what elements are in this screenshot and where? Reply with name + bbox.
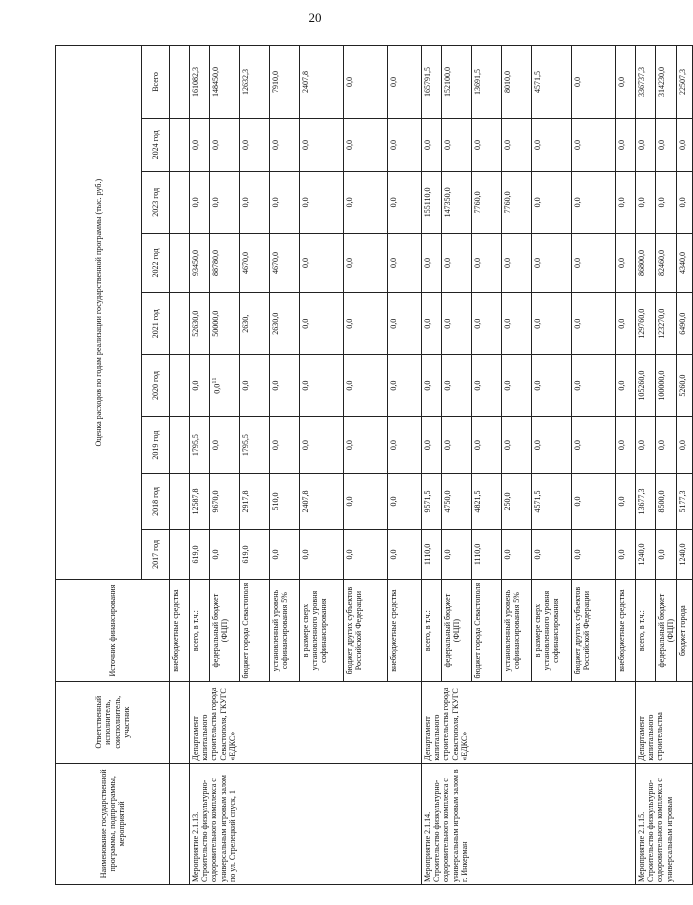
year-value: 7760,0 bbox=[502, 171, 532, 233]
total-value: 336737,3 bbox=[636, 46, 656, 119]
year-value: 0,0 bbox=[300, 416, 344, 473]
funding-source: бюджет других субъектов Российской Федерации bbox=[344, 580, 388, 682]
header-name: Наименование государственной программы, подпрограммы, мероприятий bbox=[56, 763, 170, 884]
header-year: 2023 год bbox=[142, 171, 170, 233]
year-value: 0,0 bbox=[442, 293, 472, 355]
total-value: 8010,0 bbox=[502, 46, 532, 119]
year-value: 7760,0 bbox=[472, 171, 502, 233]
year-value: 0,0 bbox=[616, 529, 636, 580]
year-value: 1110,0 bbox=[422, 529, 442, 580]
header-year: 2017 год bbox=[142, 529, 170, 580]
year-value: 0,0 bbox=[616, 233, 636, 293]
funding-source: всего, в т.ч.: bbox=[636, 580, 656, 682]
year-value: 0,0 bbox=[502, 118, 532, 171]
year-value: 0,0 bbox=[572, 171, 616, 233]
year-value: 0,0 bbox=[616, 355, 636, 417]
year-value: 0,0 bbox=[656, 171, 677, 233]
year-value: 0,0 bbox=[572, 233, 616, 293]
year-value: 9670,0 bbox=[210, 474, 240, 529]
year-value: 0,0 bbox=[344, 293, 388, 355]
year-value: 5177,3 bbox=[677, 474, 693, 529]
year-value: 0,0 bbox=[472, 416, 502, 473]
funding-source: федеральный бюджет (ФЦП) bbox=[442, 580, 472, 682]
funding-source: внебюджетные средства bbox=[170, 580, 190, 682]
funding-source: внебюджетные средства bbox=[616, 580, 636, 682]
header-year: 2021 год bbox=[142, 293, 170, 355]
year-value: 0,0 bbox=[422, 416, 442, 473]
year-value bbox=[170, 293, 190, 355]
year-value: 0,0 bbox=[240, 171, 270, 233]
cell-text: 0,0 bbox=[212, 383, 222, 394]
year-value: 250,0 bbox=[502, 474, 532, 529]
measure-executor: Департамент капитального строительства bbox=[636, 681, 693, 763]
year-value: 0,0 bbox=[472, 118, 502, 171]
funding-source: всего, в т.ч.: bbox=[422, 580, 442, 682]
measure-name: Мероприятие 2.1.14. Строительство физкультурно-оздоровительного комплекса с универсальным игровым залом в г. Инкерман bbox=[422, 763, 636, 884]
year-value: 0,0 bbox=[502, 529, 532, 580]
funding-source: в размере сверх установленного уровня софинансирования bbox=[532, 580, 572, 682]
total-value: 152100,0 bbox=[442, 46, 472, 119]
year-value: 147350,0 bbox=[442, 171, 472, 233]
year-value: 93450,0 bbox=[190, 233, 210, 293]
funding-source: бюджет города Севастополя bbox=[472, 580, 502, 682]
year-value: 4750,0 bbox=[442, 474, 472, 529]
funding-source: бюджет города bbox=[677, 580, 693, 682]
footnote-mark: 11 bbox=[211, 377, 218, 384]
total-value: 2407,8 bbox=[300, 46, 344, 119]
year-value: 0,0 bbox=[532, 416, 572, 473]
year-value: 1110,0 bbox=[472, 529, 502, 580]
year-value: 0,0 bbox=[532, 233, 572, 293]
rotated-table-container bbox=[55, 45, 688, 885]
year-value: 0,0 bbox=[472, 293, 502, 355]
year-value bbox=[170, 529, 190, 580]
year-value: 0,0 bbox=[572, 355, 616, 417]
year-value: 2630,0 bbox=[270, 293, 300, 355]
total-value: 13691,5 bbox=[472, 46, 502, 119]
year-value: 0,0 bbox=[388, 171, 422, 233]
year-value: 0,0 bbox=[388, 416, 422, 473]
year-value: 0,0 bbox=[472, 355, 502, 417]
year-value: 0,0 bbox=[616, 171, 636, 233]
year-value: 0,0 bbox=[442, 118, 472, 171]
total-value: 4571,5 bbox=[532, 46, 572, 119]
funding-source: внебюджетные средства bbox=[388, 580, 422, 682]
table-row bbox=[170, 46, 190, 885]
budget-table bbox=[55, 45, 693, 885]
year-value: 0,0 bbox=[616, 416, 636, 473]
year-value: 4670,0 bbox=[240, 233, 270, 293]
year-value: 0,0 bbox=[572, 529, 616, 580]
header-total: Всего bbox=[142, 46, 170, 119]
year-value: 4340,0 bbox=[677, 233, 693, 293]
year-value: 0,0 bbox=[422, 355, 442, 417]
empty-cell bbox=[170, 763, 190, 884]
year-value: 1795,5 bbox=[240, 416, 270, 473]
year-value: 0,0 bbox=[616, 293, 636, 355]
funding-source: установленный уровень софинансирования 5% bbox=[270, 580, 300, 682]
funding-source: федеральный бюджет (ФЦП) bbox=[656, 580, 677, 682]
total-value: 0,0 bbox=[616, 46, 636, 119]
year-value: 0,0 bbox=[240, 118, 270, 171]
total-value: 161082,3 bbox=[190, 46, 210, 119]
year-value: 0,0 bbox=[572, 474, 616, 529]
year-value: 0,0 bbox=[532, 118, 572, 171]
year-value: 4821,5 bbox=[472, 474, 502, 529]
year-value: 1795,5 bbox=[190, 416, 210, 473]
year-value: 0,0 bbox=[270, 416, 300, 473]
year-value: 0,0 bbox=[388, 233, 422, 293]
funding-source: бюджет города Севастополя bbox=[240, 580, 270, 682]
funding-source: бюджет других субъектов Российской Федерации bbox=[572, 580, 616, 682]
year-value: 0,0 bbox=[532, 293, 572, 355]
header-executor: Ответственный исполнитель, соисполнитель, участник bbox=[56, 681, 170, 763]
year-value: 619,0 bbox=[240, 529, 270, 580]
year-value: 0,0 bbox=[636, 171, 656, 233]
year-value: 0,0 bbox=[442, 529, 472, 580]
year-value: 8500,0 bbox=[656, 474, 677, 529]
table-row bbox=[636, 46, 656, 885]
year-value bbox=[210, 355, 240, 417]
year-value: 0,0 bbox=[677, 416, 693, 473]
year-value: 50000,0 bbox=[210, 293, 240, 355]
year-value: 1240,0 bbox=[636, 529, 656, 580]
funding-source: установленный уровень софинансирования 5% bbox=[502, 580, 532, 682]
year-value bbox=[170, 474, 190, 529]
year-value: 0,0 bbox=[388, 474, 422, 529]
year-value: 129760,0 bbox=[636, 293, 656, 355]
year-value bbox=[170, 118, 190, 171]
year-value: 0,0 bbox=[210, 118, 240, 171]
funding-source: в размере сверх установленного уровня софинансирования bbox=[300, 580, 344, 682]
total-value: 314230,0 bbox=[656, 46, 677, 119]
header-year: 2022 год bbox=[142, 233, 170, 293]
year-value: 0,0 bbox=[190, 118, 210, 171]
year-value: 82460,0 bbox=[656, 233, 677, 293]
year-value: 0,0 bbox=[502, 293, 532, 355]
total-value: 12632,3 bbox=[240, 46, 270, 119]
year-value: 0,0 bbox=[270, 355, 300, 417]
total-value: 0,0 bbox=[344, 46, 388, 119]
measure-name: Мероприятие 2.1.15. Строительство физкультурно-оздоровительного комплекса с универсальным игровым bbox=[636, 763, 693, 884]
year-value: 0,0 bbox=[388, 118, 422, 171]
header-year: 2019 год bbox=[142, 416, 170, 473]
funding-source: федеральный бюджет (ФЦП) bbox=[210, 580, 240, 682]
header-year: 2024 год bbox=[142, 118, 170, 171]
table-row bbox=[190, 46, 210, 885]
year-value: 0,0 bbox=[388, 355, 422, 417]
year-value: 0,0 bbox=[677, 118, 693, 171]
header-estimate: Оценка расходов по годам реализации государственной программы (тыс. руб.) bbox=[56, 46, 142, 580]
year-value: 0,0 bbox=[656, 416, 677, 473]
page-number: 20 bbox=[308, 10, 322, 25]
year-value: 0,0 bbox=[532, 355, 572, 417]
year-value: 0,0 bbox=[190, 171, 210, 233]
year-value: 0,0 bbox=[472, 233, 502, 293]
year-value: 100000,0 bbox=[656, 355, 677, 417]
year-value: 0,0 bbox=[300, 171, 344, 233]
year-value: 0,0 bbox=[422, 233, 442, 293]
year-value: 0,0 bbox=[240, 355, 270, 417]
year-value: 0,0 bbox=[442, 355, 472, 417]
year-value: 2917,8 bbox=[240, 474, 270, 529]
year-value: 0,0 bbox=[300, 233, 344, 293]
year-value bbox=[170, 416, 190, 473]
year-value bbox=[170, 355, 190, 417]
year-value: 0,0 bbox=[210, 416, 240, 473]
year-value: 0,0 bbox=[210, 171, 240, 233]
year-value bbox=[170, 171, 190, 233]
year-value: 0,0 bbox=[344, 416, 388, 473]
year-value: 0,0 bbox=[210, 529, 240, 580]
total-value: 22507,3 bbox=[677, 46, 693, 119]
year-value: 155110,0 bbox=[422, 171, 442, 233]
year-value: 0,0 bbox=[270, 171, 300, 233]
year-value: 0,0 bbox=[270, 529, 300, 580]
year-value: 0,0 bbox=[656, 529, 677, 580]
year-value: 0,0 bbox=[344, 355, 388, 417]
year-value: 0,0 bbox=[572, 416, 616, 473]
year-value: 123270,0 bbox=[656, 293, 677, 355]
header-year: 2018 год bbox=[142, 474, 170, 529]
year-value: 0,0 bbox=[344, 474, 388, 529]
year-value: 0,0 bbox=[656, 118, 677, 171]
year-value: 1240,0 bbox=[677, 529, 693, 580]
year-value: 0,0 bbox=[502, 416, 532, 473]
year-value: 4670,0 bbox=[270, 233, 300, 293]
year-value: 0,0 bbox=[572, 293, 616, 355]
year-value: 0,0 bbox=[300, 529, 344, 580]
year-value: 86800,0 bbox=[636, 233, 656, 293]
total-value: 7910,0 bbox=[270, 46, 300, 119]
year-value: 2630, bbox=[240, 293, 270, 355]
year-value: 0,0 bbox=[388, 529, 422, 580]
year-value: 0,0 bbox=[300, 118, 344, 171]
total-value: 0,0 bbox=[388, 46, 422, 119]
table-body bbox=[170, 46, 693, 885]
year-value: 52630,0 bbox=[190, 293, 210, 355]
total-value: 148450,0 bbox=[210, 46, 240, 119]
year-value: 0,0 bbox=[300, 293, 344, 355]
year-value: 0,0 bbox=[572, 118, 616, 171]
year-value: 0,0 bbox=[616, 118, 636, 171]
year-value: 0,0 bbox=[636, 416, 656, 473]
header-year: 2020 год bbox=[142, 355, 170, 417]
year-value: 0,0 bbox=[532, 171, 572, 233]
year-value: 6490,0 bbox=[677, 293, 693, 355]
measure-name: Мероприятие 2.1.13. Строительство физкультурно-оздоровительного комплекса с универсальным игровым залом по ул. Стрелецкий спуск, 1 bbox=[190, 763, 422, 884]
year-value: 0,0 bbox=[422, 118, 442, 171]
year-value: 9571,5 bbox=[422, 474, 442, 529]
measure-executor: Департамент капитального строительства города Севастополя, ГКУГС «ЕДКС» bbox=[422, 681, 636, 763]
year-value: 0,0 bbox=[344, 118, 388, 171]
total-value: 0,0 bbox=[572, 46, 616, 119]
year-value: 0,0 bbox=[388, 293, 422, 355]
year-value: 510,0 bbox=[270, 474, 300, 529]
year-value: 5260,0 bbox=[677, 355, 693, 417]
year-value: 0,0 bbox=[300, 355, 344, 417]
year-value: 0,0 bbox=[442, 233, 472, 293]
year-value: 0,0 bbox=[502, 233, 532, 293]
measure-executor: Департамент капитального строительства города Севастополя, ГКУГС «ЕДКС» bbox=[190, 681, 422, 763]
funding-source: всего, в т.ч.: bbox=[190, 580, 210, 682]
year-value: 0,0 bbox=[616, 474, 636, 529]
year-value: 0,0 bbox=[532, 529, 572, 580]
total-value bbox=[170, 46, 190, 119]
year-value: 0,0 bbox=[502, 355, 532, 417]
year-value bbox=[170, 233, 190, 293]
year-value: 619,0 bbox=[190, 529, 210, 580]
year-value: 0,0 bbox=[270, 118, 300, 171]
year-value: 0,0 bbox=[442, 416, 472, 473]
year-value: 0,0 bbox=[344, 529, 388, 580]
year-value: 13677,3 bbox=[636, 474, 656, 529]
total-value: 165791,5 bbox=[422, 46, 442, 119]
year-value: 0,0 bbox=[344, 171, 388, 233]
year-value: 12587,8 bbox=[190, 474, 210, 529]
year-value: 105260,0 bbox=[636, 355, 656, 417]
year-value: 88780,0 bbox=[210, 233, 240, 293]
year-value: 0,0 bbox=[344, 233, 388, 293]
year-value: 2407,8 bbox=[300, 474, 344, 529]
header-source: Источник финансирования bbox=[56, 580, 170, 682]
year-value: 0,0 bbox=[636, 118, 656, 171]
year-value: 0,0 bbox=[190, 355, 210, 417]
table-row bbox=[422, 46, 442, 885]
year-value: 0,0 bbox=[677, 171, 693, 233]
year-value: 4571,5 bbox=[532, 474, 572, 529]
year-value: 0,0 bbox=[422, 293, 442, 355]
empty-cell bbox=[170, 681, 190, 763]
